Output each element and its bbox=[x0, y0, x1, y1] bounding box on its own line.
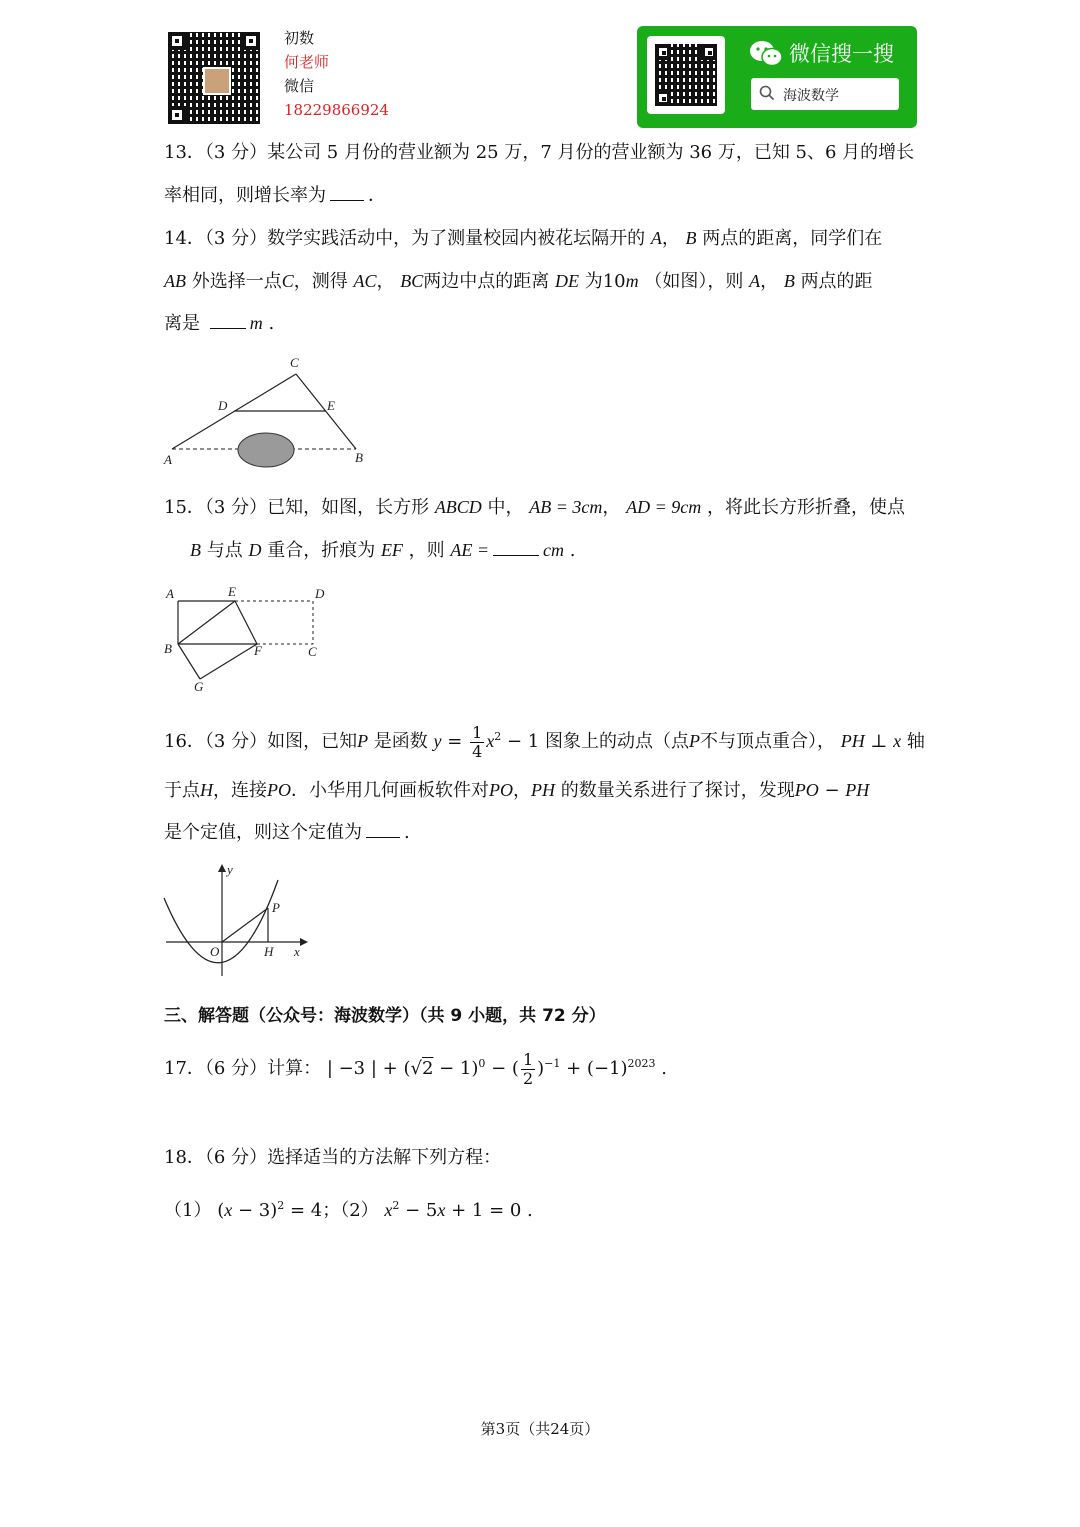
q15-point-d: D bbox=[248, 540, 262, 560]
q15-label-c: C bbox=[308, 644, 317, 659]
q16-y-axis-arrow bbox=[218, 864, 226, 872]
q16-label-h: H bbox=[264, 944, 274, 959]
q16-point-p: P bbox=[357, 731, 369, 751]
q14-line2-pre: 外选择一点 bbox=[191, 271, 282, 292]
q14-point-a: A bbox=[650, 228, 662, 248]
q17-expression: | −3 | + $(√2 - 1)^0$ − ( $\frac{1}{2}$ )$^{-1} + (-1)^{2023}$ . bbox=[326, 1049, 667, 1088]
q18-equation-2: $x^2 - 5x + 1 = 0$ . bbox=[384, 1199, 533, 1221]
q14-answer-unit: m bbox=[249, 313, 263, 333]
q15-point-b: B bbox=[190, 540, 201, 560]
q16-label-x: x bbox=[294, 944, 300, 959]
q14-segment-bc: BC bbox=[400, 271, 424, 291]
q14-answer-blank[interactable] bbox=[210, 310, 246, 329]
q14-segment-ab: AB bbox=[164, 271, 186, 291]
q18-line2: （1） $(x - 3)^2 = 4$；（2） $x^2 - 5x + 1 = 0$ . bbox=[164, 1199, 533, 1221]
q16-parabola bbox=[164, 880, 278, 963]
q16-line1-end: 轴 bbox=[906, 731, 925, 752]
page-number: 第3页（共24页） bbox=[480, 1420, 600, 1438]
q16-x-axis-arrow bbox=[300, 938, 308, 946]
wechat-qr-code bbox=[647, 36, 725, 114]
q15-label-e: E bbox=[228, 584, 236, 599]
q16-answer-blank[interactable] bbox=[366, 819, 400, 838]
q16-line1-tail2: 不与顶点重合）， bbox=[699, 731, 835, 752]
q16-segment-po bbox=[222, 908, 268, 942]
q14-line2-tail: （如图），则 bbox=[644, 271, 744, 292]
q15-rect-abcd: ABCD bbox=[434, 497, 482, 517]
q15-label-b: B bbox=[164, 641, 172, 656]
q16-line1-mid: 是函数 bbox=[373, 731, 428, 752]
q16-line2: 于点H，连接PO．小华用几何画板软件对PO，PH 的数量关系进行了探讨，发现PO − PH bbox=[164, 780, 870, 801]
q15-diagram bbox=[160, 584, 340, 696]
q14-label-d: D bbox=[218, 398, 228, 413]
q15-line-gf bbox=[200, 644, 257, 679]
q16-fraction-quarter: $\frac{1}{4}$ bbox=[472, 722, 483, 761]
q13-line2-text: 率相同，则增长率为 bbox=[164, 185, 326, 206]
q16-line2-mid: ，连接 bbox=[213, 780, 267, 801]
q14-line2: AB 外选择一点C，测得 AC， BC两边中点的距离 DE 为10m （如图），则 A， B 两点的距 bbox=[164, 271, 873, 292]
q16-line3-text: 是个定值，则这个定值为 bbox=[164, 822, 362, 843]
q14-point-a2: A bbox=[749, 271, 761, 291]
q18-line1: 18．（6 分）选择适当的方法解下列方程： bbox=[164, 1147, 502, 1168]
q14-point-c: C bbox=[281, 271, 294, 291]
q14-segment-ac: AC bbox=[353, 271, 377, 291]
q17-line bbox=[164, 1040, 667, 1093]
q14-unit-m: m bbox=[625, 271, 639, 291]
q15-answer-unit: cm bbox=[543, 540, 565, 560]
q13-answer-blank[interactable] bbox=[330, 182, 364, 201]
q16-line3: 是个定值，则这个定值为 . bbox=[164, 819, 410, 846]
q15-ad-value: AD = 9cm bbox=[626, 497, 702, 517]
q15-line-be bbox=[178, 601, 235, 644]
q14-label-b: B bbox=[355, 450, 363, 465]
q18-part2-label: （2） bbox=[340, 1200, 379, 1221]
q14-line2-mid2: 两边中点的距离 bbox=[423, 271, 550, 292]
q16-line1: 16．（3 分）如图，已知P 是函数 y = $\frac{1}{4}$ $x^2 - 1$ 图象上的动点（点P不与顶点重合）， PH ⊥ x 轴 bbox=[164, 722, 925, 761]
q14-label-a: A bbox=[164, 452, 172, 467]
q15-line-bg bbox=[178, 644, 200, 679]
q16-line1-tail: 图象上的动点（点 bbox=[544, 731, 689, 752]
q13-line2 bbox=[164, 182, 386, 209]
wechat-banner-title: 微信搜一搜 bbox=[789, 42, 894, 66]
section-3-heading: 三、解答题（公众号：海波数学）（共 9 小题，共 72 分） bbox=[164, 1006, 606, 1026]
q15-label-g: G bbox=[194, 679, 204, 694]
q15-line1-tail: ，将此长方形折叠，使点 bbox=[707, 497, 906, 518]
q16-label-o: O bbox=[210, 944, 220, 959]
q15-line1-mid: 中， bbox=[487, 497, 524, 518]
q13-line1: 13．（3 分）某公司 5 月份的营业额为 25 万，7 月份的营业额为 36 万，已知 5、6 月的增长 bbox=[164, 142, 915, 163]
q15-answer-blank[interactable] bbox=[493, 537, 539, 556]
q16-line2-text: 于点 bbox=[164, 780, 200, 801]
q15-line2-text2: 重合，折痕为 bbox=[267, 540, 376, 561]
q15-line1-text: 15．（3 分）已知，如图，长方形 bbox=[164, 497, 430, 518]
search-icon bbox=[759, 85, 775, 105]
q14-point-b2: B bbox=[783, 271, 795, 291]
q18-equation-1: $(x - 3)^2 = 4$ bbox=[217, 1199, 323, 1221]
q16-function-y: y bbox=[433, 731, 442, 751]
q15-label-d: D bbox=[315, 586, 325, 601]
q15-ae-label: AE = bbox=[450, 540, 490, 560]
q16-label-p: P bbox=[272, 900, 280, 915]
contact-line-1: 初数 bbox=[284, 29, 315, 47]
q15-crease-ef: EF bbox=[380, 540, 403, 560]
q14-line3: 离是 m . bbox=[164, 310, 274, 337]
q16-diagram bbox=[160, 860, 310, 980]
q14-line2-mid: ，测得 bbox=[293, 271, 348, 292]
contact-line-3: 微信 bbox=[284, 77, 315, 95]
q15-line2: B 与点 D 重合，折痕为 EF ，则 AE = cm . bbox=[190, 537, 576, 564]
q14-line1: 14．（3 分）数学实践活动中，为了测量校园内被花坛隔开的 A， B 两点的距离，同学们在 bbox=[164, 228, 883, 249]
q14-line3-text: 离是 bbox=[164, 313, 200, 334]
q17-label: 17．（6 分）计算： bbox=[164, 1058, 322, 1079]
contact-phone: 18229866924 bbox=[284, 101, 389, 119]
q14-line1-tail: 两点的距离，同学们在 bbox=[702, 228, 883, 249]
wechat-search-text: 海波数学 bbox=[783, 88, 839, 104]
q14-point-b: B bbox=[685, 228, 697, 248]
q18-part1-label: （1） bbox=[164, 1200, 212, 1221]
q14-label-e: E bbox=[327, 398, 335, 413]
wechat-logo-icon bbox=[749, 40, 783, 72]
wechat-search-box[interactable] bbox=[751, 78, 899, 110]
qr-avatar bbox=[203, 67, 231, 95]
q14-diagram bbox=[160, 352, 380, 470]
q15-line2-text3: ，则 bbox=[408, 540, 445, 561]
q16-line2-mid2: ．小华用几何画板软件对 bbox=[291, 780, 489, 801]
q13-line2-tail: ． bbox=[368, 185, 386, 206]
q15-line2-text: 与点 bbox=[206, 540, 243, 561]
q15-label-a: A bbox=[166, 586, 174, 601]
q14-segment-de: DE bbox=[554, 271, 579, 291]
q14-line1-text: 14．（3 分）数学实践活动中，为了测量校园内被花坛隔开的 bbox=[164, 228, 646, 249]
q16-ph-perp: PH bbox=[840, 731, 865, 751]
q16-line2-mid3: 的数量关系进行了探讨，发现 bbox=[560, 780, 795, 801]
q15-label-f: F bbox=[254, 643, 262, 658]
q15-line-ef bbox=[235, 601, 257, 644]
q16-line1-text: 16．（3 分）如图，已知 bbox=[164, 731, 358, 752]
contact-teacher-name: 何老师 bbox=[284, 53, 330, 71]
q14-flower-bed bbox=[238, 433, 294, 467]
q15-line1: 15．（3 分）已知，如图，长方形 ABCD 中， AB = 3cm， AD = 9cm ，将此长方形折叠，使点 bbox=[164, 497, 906, 518]
wechat-search-banner bbox=[637, 26, 917, 128]
q14-label-c: C bbox=[290, 355, 299, 370]
q14-line2-end: 两点的距 bbox=[800, 271, 873, 292]
q14-line2-mid3: 为10 bbox=[584, 271, 626, 292]
q15-ab-value: AB = 3cm bbox=[529, 497, 603, 517]
q16-label-y: y bbox=[227, 862, 233, 877]
